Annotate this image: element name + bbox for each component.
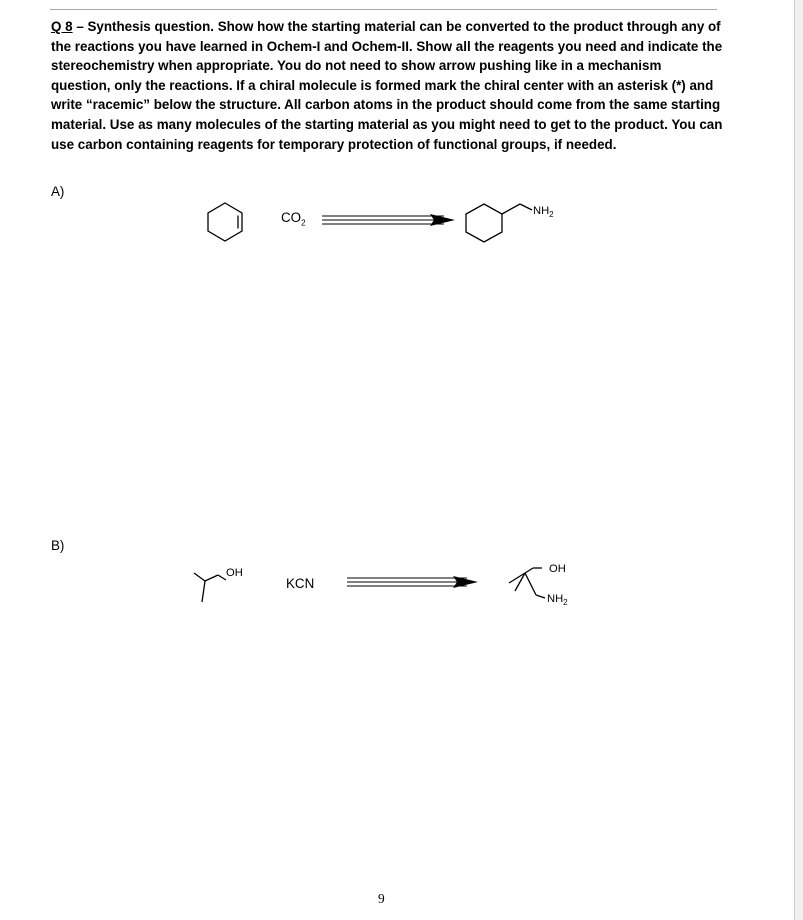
synthesis-arrow-a [322, 212, 456, 228]
product-a-amine-label: $NH_2$ [533, 205, 554, 219]
synthesis-arrow-b [347, 574, 479, 590]
product-b-structure [505, 555, 585, 611]
question-text [51, 17, 723, 154]
product-a-structure [462, 198, 572, 244]
cyclohexene-structure [205, 200, 245, 244]
part-b-label: B) [51, 538, 65, 553]
question-number: Q 8 [51, 19, 73, 34]
alcohol-structure [192, 563, 252, 607]
reagent-co2: $CO_2$ [281, 210, 306, 228]
top-rule [50, 9, 717, 10]
alcohol-oh-label: OH [226, 567, 243, 579]
question-body: – Synthesis question. Show how the starting material can be converted to the product through any of the reactions you have learned in Ochem-I and Ochem-II. Show all the reagents you need and indicate the stereochemistry when appropriate. You do not need to show arrow pushing like in a mechanism question, only the reactions. If a chiral molecule is formed mark the chiral center with an asterisk (*) and write “racemic” below the structure. All carbon atoms in the product should come from the same starting material. Use as many molecules of the starting material as you might need to get to the product. You can use carbon containing reagents for temporary protection of functional groups, if needed. [51, 19, 723, 152]
product-b-oh-label: OH [549, 563, 566, 575]
page-edge [794, 0, 803, 920]
part-a-label: A) [51, 184, 65, 199]
reagent-kcn: KCN [286, 576, 315, 591]
page-number: 9 [378, 891, 385, 906]
product-b-amine-label: $NH_2$ [547, 593, 568, 607]
